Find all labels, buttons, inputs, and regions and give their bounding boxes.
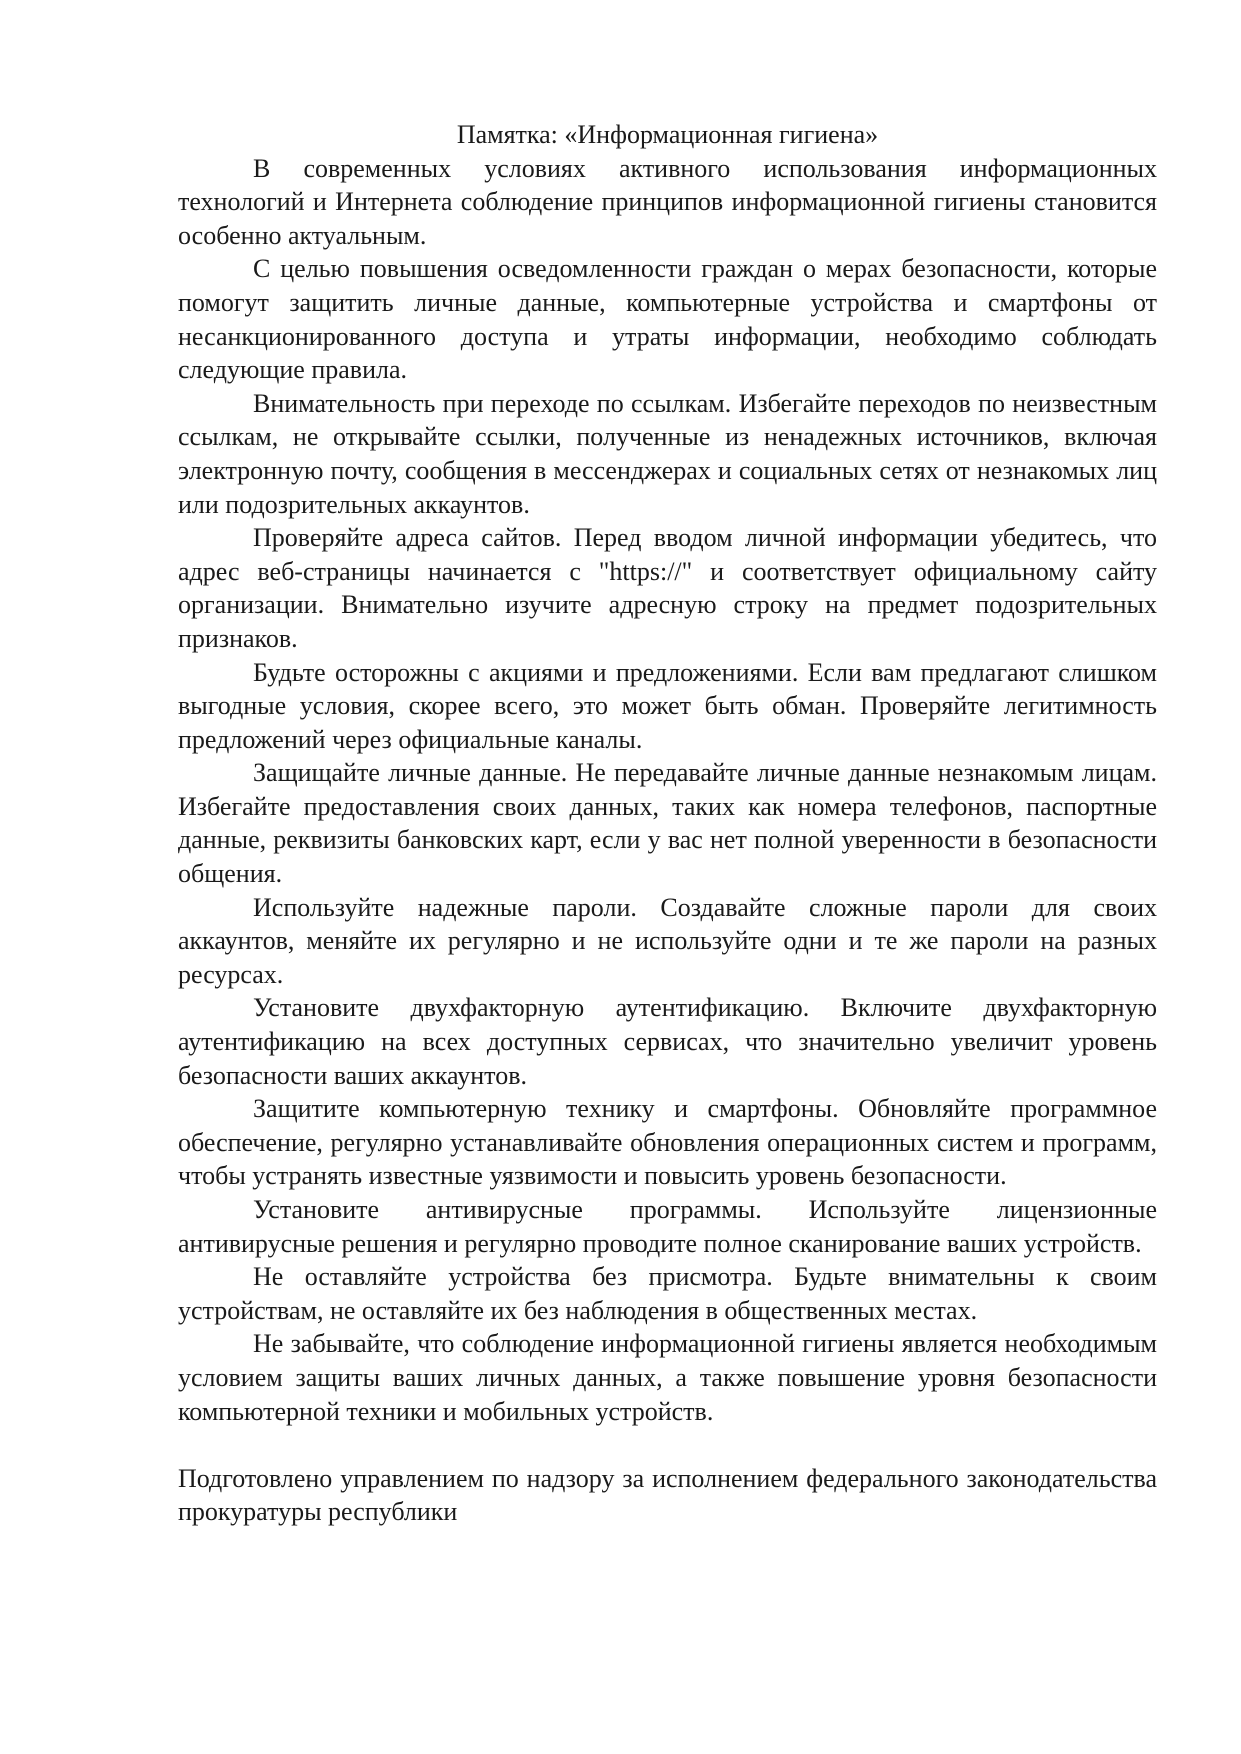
paragraph-purpose: С целью повышения осведомленности граждан о мерах безопасности, которые помогут защитить личные данные, компьютерные устройства и смартфоны от несанкционированного доступа и утраты информации, необходимо соблюдать следующие правила. <box>178 254 1157 385</box>
paragraph-site-addresses: Проверяйте адреса сайтов. Перед вводом личной информации убедитесь, что адрес веб-страницы начинается с "https://" и соответствует официальному сайту организации. Внимательно изучите адресную строку на предмет подозрительных признаков. <box>178 523 1157 653</box>
paragraph-unattended-devices: Не оставляйте устройства без присмотра. Будьте внимательны к своим устройствам, не оставляйте их без наблюдения в общественных местах. <box>178 1262 1157 1325</box>
paragraph-conclusion: Не забывайте, что соблюдение информационной гигиены является необходимым условием защиты ваших личных данных, а также повышение уровня безопасности компьютерной техники и мобильных устройств. <box>178 1329 1157 1426</box>
paragraph-updates: Защитите компьютерную технику и смартфоны. Обновляйте программное обеспечение, регулярно устанавливайте обновления операционных систем и программ, чтобы устранять известные уязвимости и повысить уровень безопасности. <box>178 1094 1157 1191</box>
paragraph-personal-data: Защищайте личные данные. Не передавайте личные данные незнакомым лицам. Избегайте предоставления своих данных, таких как номера телефонов, паспортные данные, реквизиты банковских карт, если у вас нет полной уверенности в безопасности общения. <box>178 758 1157 889</box>
paragraph-links: Внимательность при переходе по ссылкам. Избегайте переходов по неизвестным ссылкам, не открывайте ссылки, полученные из ненадежных источников, включая электронную почту, сообщения в мессенджерах и социальных сетях от незнакомых лиц или подозрительных аккаунтов. <box>178 388 1157 519</box>
paragraph-two-factor: Установите двухфакторную аутентификацию. Включите двухфакторную аутентификацию на всех доступных сервисах, что значительно увеличит уровень безопасности ваших аккаунтов. <box>178 993 1157 1090</box>
blank-line <box>178 1428 1157 1462</box>
paragraph-promotions: Будьте осторожны с акциями и предложениями. Если вам предлагают слишком выгодные условия, скорее всего, это может быть обман. Проверяйте легитимность предложений через официальные каналы. <box>178 657 1157 754</box>
paragraph-antivirus: Установите антивирусные программы. Используйте лицензионные антивирусные решения и регулярно проводите полное сканирование ваших устройств. <box>178 1195 1157 1258</box>
document-signature: Подготовлено управлением по надзору за исполнением федерального законодательства прокуратуры республики <box>178 1463 1157 1527</box>
paragraph-intro: В современных условиях активного использования информационных технологий и Интернета соблюдение принципов информационной гигиены становится особенно актуальным. <box>178 153 1157 250</box>
document-page <box>178 118 1157 1529</box>
document-title: Памятка: «Информационная гигиена» <box>456 120 879 149</box>
paragraph-passwords: Используйте надежные пароли. Создавайте сложные пароли для своих аккаунтов, меняйте их регулярно и не используйте одни и те же пароли на разных ресурсах. <box>178 892 1157 989</box>
